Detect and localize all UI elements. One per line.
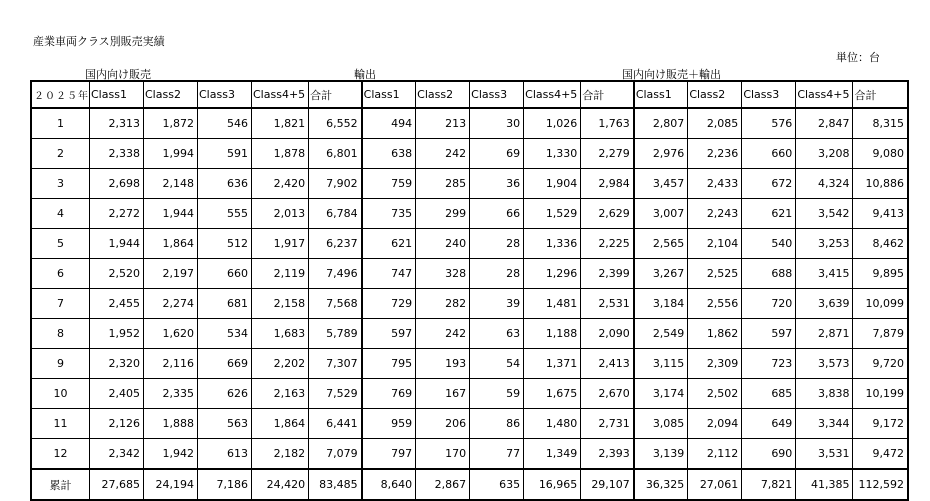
table-cell: 735 [362, 199, 416, 229]
table-cell: 2,629 [581, 199, 634, 229]
total-cell: 7,821 [742, 469, 796, 500]
column-header: Class1 [634, 81, 688, 108]
table-cell: 69 [470, 139, 524, 169]
table-cell: 7,496 [309, 259, 362, 289]
table-cell: 3,838 [796, 379, 853, 409]
table-cell: 1,942 [144, 439, 198, 470]
table-row [31, 409, 908, 439]
column-header: Class2 [144, 81, 198, 108]
total-cell: 41,385 [796, 469, 853, 500]
table-cell: 660 [742, 139, 796, 169]
month-label: 1 [31, 108, 90, 139]
table-cell: 2,090 [581, 319, 634, 349]
table-cell: 299 [416, 199, 470, 229]
table-cell: 6,784 [309, 199, 362, 229]
table-cell: 59 [470, 379, 524, 409]
table-cell: 2,531 [581, 289, 634, 319]
table-cell: 28 [470, 229, 524, 259]
table-cell: 660 [198, 259, 252, 289]
table-cell: 3,415 [796, 259, 853, 289]
table-cell: 959 [362, 409, 416, 439]
table-cell: 747 [362, 259, 416, 289]
table-cell: 1,529 [524, 199, 581, 229]
table-cell: 2,420 [252, 169, 309, 199]
table-cell: 1,917 [252, 229, 309, 259]
table-cell: 690 [742, 439, 796, 470]
table-cell: 2,565 [634, 229, 688, 259]
table-cell: 7,529 [309, 379, 362, 409]
table-cell: 5,789 [309, 319, 362, 349]
table-cell: 563 [198, 409, 252, 439]
table-cell: 2,320 [90, 349, 144, 379]
total-cell: 27,061 [688, 469, 742, 500]
total-cell: 24,420 [252, 469, 309, 500]
table-cell: 3,085 [634, 409, 688, 439]
table-cell: 6,441 [309, 409, 362, 439]
table-cell: 2,112 [688, 439, 742, 470]
table-cell: 759 [362, 169, 416, 199]
table-row [31, 319, 908, 349]
table-cell: 2,309 [688, 349, 742, 379]
table-cell: 512 [198, 229, 252, 259]
table-cell: 3,267 [634, 259, 688, 289]
month-label: 10 [31, 379, 90, 409]
table-cell: 63 [470, 319, 524, 349]
table-cell: 10,099 [853, 289, 908, 319]
table-cell: 6,552 [309, 108, 362, 139]
table-cell: 649 [742, 409, 796, 439]
total-row [31, 469, 908, 500]
total-cell: 7,186 [198, 469, 252, 500]
table-cell: 613 [198, 439, 252, 470]
table-cell: 328 [416, 259, 470, 289]
month-label: 7 [31, 289, 90, 319]
table-cell: 7,307 [309, 349, 362, 379]
table-cell: 3,208 [796, 139, 853, 169]
column-header: 合計 [581, 81, 634, 108]
table-cell: 2,399 [581, 259, 634, 289]
total-cell: 27,685 [90, 469, 144, 500]
table-cell: 2,272 [90, 199, 144, 229]
table-cell: 597 [362, 319, 416, 349]
table-cell: 769 [362, 379, 416, 409]
table-cell: 36 [470, 169, 524, 199]
table-cell: 3,542 [796, 199, 853, 229]
column-header: Class4+5 [796, 81, 853, 108]
table-cell: 1,336 [524, 229, 581, 259]
table-cell: 1,864 [144, 229, 198, 259]
table-cell: 9,080 [853, 139, 908, 169]
table-cell: 1,188 [524, 319, 581, 349]
table-cell: 2,520 [90, 259, 144, 289]
table-cell: 1,944 [144, 199, 198, 229]
table-row [31, 349, 908, 379]
table-cell: 795 [362, 349, 416, 379]
table-cell: 2,279 [581, 139, 634, 169]
month-label: 12 [31, 439, 90, 470]
table-cell: 193 [416, 349, 470, 379]
column-header: Class3 [470, 81, 524, 108]
table-cell: 282 [416, 289, 470, 319]
total-cell: 635 [470, 469, 524, 500]
table-cell: 669 [198, 349, 252, 379]
table-cell: 2,455 [90, 289, 144, 319]
month-label: 11 [31, 409, 90, 439]
table-cell: 6,801 [309, 139, 362, 169]
table-cell: 9,172 [853, 409, 908, 439]
table-cell: 2,984 [581, 169, 634, 199]
table-cell: 2,243 [688, 199, 742, 229]
table-cell: 7,902 [309, 169, 362, 199]
table-cell: 6,237 [309, 229, 362, 259]
table-cell: 170 [416, 439, 470, 470]
table-cell: 2,670 [581, 379, 634, 409]
table-row [31, 139, 908, 169]
table-cell: 1,994 [144, 139, 198, 169]
table-cell: 1,481 [524, 289, 581, 319]
table-row [31, 259, 908, 289]
month-label: 3 [31, 169, 90, 199]
table-cell: 2,807 [634, 108, 688, 139]
table-cell: 1,862 [688, 319, 742, 349]
total-cell: 29,107 [581, 469, 634, 500]
table-cell: 638 [362, 139, 416, 169]
group-label-total: 国内向け販売＋輸出 [622, 68, 721, 81]
table-cell: 626 [198, 379, 252, 409]
table-cell: 2,274 [144, 289, 198, 319]
table-row [31, 289, 908, 319]
table-cell: 1,683 [252, 319, 309, 349]
table-cell: 1,480 [524, 409, 581, 439]
table-row [31, 108, 908, 139]
table-cell: 546 [198, 108, 252, 139]
table-cell: 3,639 [796, 289, 853, 319]
month-label: 6 [31, 259, 90, 289]
table-cell: 2,847 [796, 108, 853, 139]
total-cell: 36,325 [634, 469, 688, 500]
table-cell: 1,952 [90, 319, 144, 349]
column-header: Class1 [362, 81, 416, 108]
table-cell: 672 [742, 169, 796, 199]
table-cell: 2,549 [634, 319, 688, 349]
month-label: 5 [31, 229, 90, 259]
table-row [31, 439, 908, 470]
table-row [31, 199, 908, 229]
table-cell: 66 [470, 199, 524, 229]
table-cell: 213 [416, 108, 470, 139]
column-header: 合計 [853, 81, 908, 108]
total-cell: 16,965 [524, 469, 581, 500]
table-cell: 242 [416, 139, 470, 169]
group-label-export: 輸出 [354, 68, 376, 81]
table-cell: 576 [742, 108, 796, 139]
table-cell: 2,525 [688, 259, 742, 289]
table-cell: 1,878 [252, 139, 309, 169]
table-cell: 555 [198, 199, 252, 229]
column-header: Class2 [688, 81, 742, 108]
table-cell: 3,139 [634, 439, 688, 470]
table-cell: 540 [742, 229, 796, 259]
table-cell: 621 [362, 229, 416, 259]
table-cell: 3,531 [796, 439, 853, 470]
table-cell: 1,763 [581, 108, 634, 139]
table-cell: 2,119 [252, 259, 309, 289]
table-cell: 2,225 [581, 229, 634, 259]
table-cell: 1,821 [252, 108, 309, 139]
table-cell: 685 [742, 379, 796, 409]
table-cell: 720 [742, 289, 796, 319]
column-header: Class4+5 [252, 81, 309, 108]
table-cell: 2,502 [688, 379, 742, 409]
table-cell: 7,079 [309, 439, 362, 470]
table-cell: 8,462 [853, 229, 908, 259]
table-cell: 797 [362, 439, 416, 470]
total-cell: 8,640 [362, 469, 416, 500]
table-cell: 242 [416, 319, 470, 349]
table-cell: 636 [198, 169, 252, 199]
table-cell: 77 [470, 439, 524, 470]
total-label: 累計 [31, 469, 90, 500]
table-cell: 729 [362, 289, 416, 319]
table-cell: 86 [470, 409, 524, 439]
table-cell: 7,879 [853, 319, 908, 349]
table-cell: 3,573 [796, 349, 853, 379]
table-cell: 2,335 [144, 379, 198, 409]
table-cell: 28 [470, 259, 524, 289]
table-cell: 1,872 [144, 108, 198, 139]
table-cell: 681 [198, 289, 252, 319]
table-cell: 10,886 [853, 169, 908, 199]
table-cell: 494 [362, 108, 416, 139]
table-cell: 2,126 [90, 409, 144, 439]
table-cell: 1,864 [252, 409, 309, 439]
month-label: 4 [31, 199, 90, 229]
table-cell: 8,315 [853, 108, 908, 139]
table-cell: 9,472 [853, 439, 908, 470]
table-cell: 723 [742, 349, 796, 379]
table-cell: 1,371 [524, 349, 581, 379]
column-header: Class1 [90, 81, 144, 108]
table-row [31, 169, 908, 199]
table-cell: 2,342 [90, 439, 144, 470]
column-header: Class2 [416, 81, 470, 108]
table-cell: 9,413 [853, 199, 908, 229]
table-cell: 3,174 [634, 379, 688, 409]
total-cell: 83,485 [309, 469, 362, 500]
table-row [31, 379, 908, 409]
table-cell: 1,888 [144, 409, 198, 439]
total-cell: 2,867 [416, 469, 470, 500]
table-cell: 2,197 [144, 259, 198, 289]
table-cell: 2,338 [90, 139, 144, 169]
table-cell: 2,393 [581, 439, 634, 470]
table-cell: 206 [416, 409, 470, 439]
table-cell: 1,296 [524, 259, 581, 289]
table-cell: 2,182 [252, 439, 309, 470]
table-cell: 2,116 [144, 349, 198, 379]
table-cell: 30 [470, 108, 524, 139]
table-cell: 1,904 [524, 169, 581, 199]
sheet-title: 産業車両クラス別販売実績 [33, 35, 165, 48]
table-cell: 9,720 [853, 349, 908, 379]
table-cell: 167 [416, 379, 470, 409]
month-label: 9 [31, 349, 90, 379]
table-cell: 2,976 [634, 139, 688, 169]
column-header: Class3 [198, 81, 252, 108]
table-cell: 2,104 [688, 229, 742, 259]
month-label: 2 [31, 139, 90, 169]
unit-label: 単位：台 [836, 51, 880, 64]
table-cell: 591 [198, 139, 252, 169]
table-cell: 534 [198, 319, 252, 349]
table-cell: 3,253 [796, 229, 853, 259]
table-cell: 2,085 [688, 108, 742, 139]
year-header: ２０２５年 [31, 81, 90, 108]
table-cell: 1,026 [524, 108, 581, 139]
table-cell: 7,568 [309, 289, 362, 319]
table-cell: 2,405 [90, 379, 144, 409]
table-cell: 3,115 [634, 349, 688, 379]
table-cell: 9,895 [853, 259, 908, 289]
table-cell: 2,158 [252, 289, 309, 319]
table-cell: 3,184 [634, 289, 688, 319]
table-cell: 2,731 [581, 409, 634, 439]
table-cell: 1,330 [524, 139, 581, 169]
column-header: Class4+5 [524, 81, 581, 108]
table-cell: 3,007 [634, 199, 688, 229]
table-cell: 240 [416, 229, 470, 259]
column-header: Class3 [742, 81, 796, 108]
table-cell: 2,236 [688, 139, 742, 169]
table-cell: 285 [416, 169, 470, 199]
table-cell: 2,013 [252, 199, 309, 229]
table-cell: 39 [470, 289, 524, 319]
table-cell: 3,344 [796, 409, 853, 439]
table-cell: 2,871 [796, 319, 853, 349]
table-cell: 2,094 [688, 409, 742, 439]
month-label: 8 [31, 319, 90, 349]
column-header: 合計 [309, 81, 362, 108]
table-cell: 3,457 [634, 169, 688, 199]
table-cell: 54 [470, 349, 524, 379]
table-cell: 2,433 [688, 169, 742, 199]
table-cell: 621 [742, 199, 796, 229]
table-cell: 2,202 [252, 349, 309, 379]
table-cell: 1,349 [524, 439, 581, 470]
header-row [31, 81, 908, 108]
table-cell: 10,199 [853, 379, 908, 409]
table-cell: 1,944 [90, 229, 144, 259]
sales-table [30, 80, 909, 501]
table-cell: 2,163 [252, 379, 309, 409]
table-row [31, 229, 908, 259]
table-cell: 4,324 [796, 169, 853, 199]
table-cell: 1,620 [144, 319, 198, 349]
table-cell: 2,413 [581, 349, 634, 379]
group-label-domestic: 国内向け販売 [85, 68, 151, 81]
table-cell: 2,556 [688, 289, 742, 319]
table-cell: 688 [742, 259, 796, 289]
table-cell: 2,698 [90, 169, 144, 199]
total-cell: 24,194 [144, 469, 198, 500]
total-cell: 112,592 [853, 469, 908, 500]
table-cell: 2,148 [144, 169, 198, 199]
table-cell: 1,675 [524, 379, 581, 409]
table-cell: 2,313 [90, 108, 144, 139]
table-cell: 597 [742, 319, 796, 349]
